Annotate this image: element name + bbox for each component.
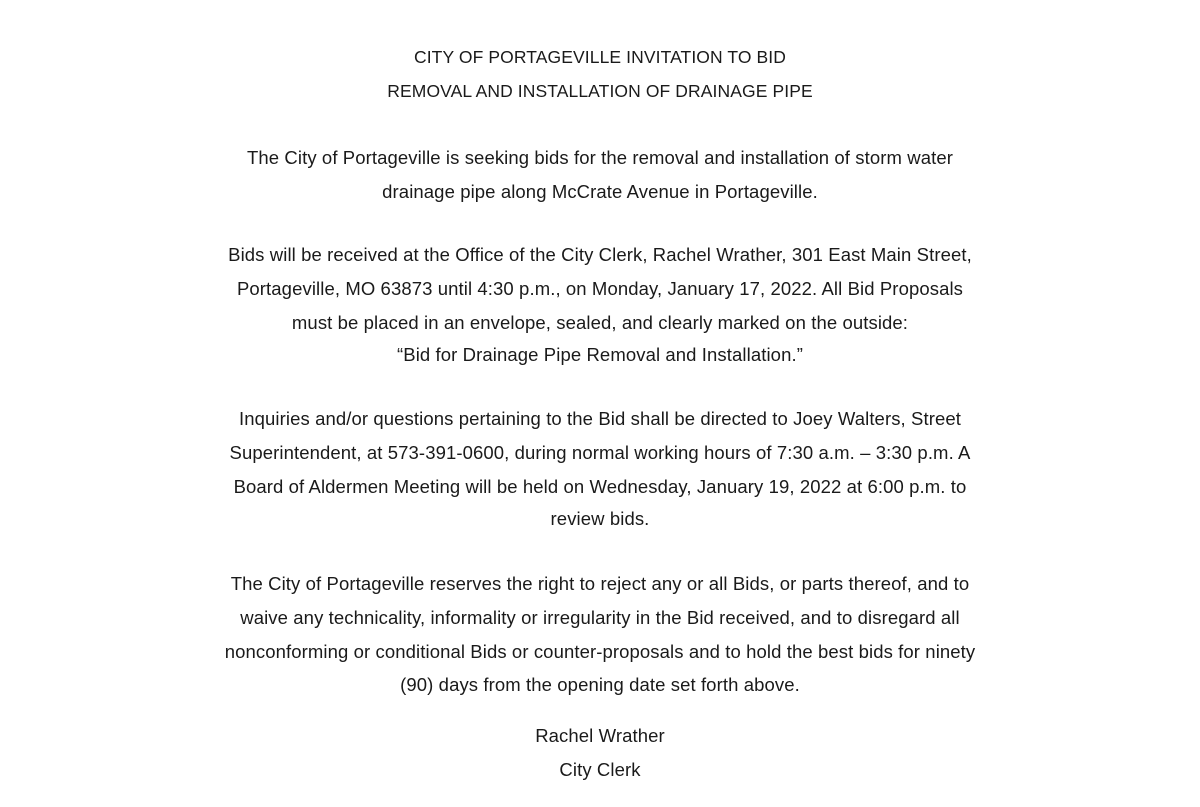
paragraph-line: waive any technicality, informality or irregularity in the Bid received, and to disregard all: [240, 607, 960, 628]
paragraph-line: The City of Portageville is seeking bids for the removal and installation of storm water: [247, 147, 953, 168]
paragraph-line: review bids.: [550, 508, 650, 529]
paragraph-line: Portageville, MO 63873 until 4:30 p.m., on Monday, January 17, 2022. All Bid Proposals: [236, 278, 964, 299]
title-line-1: CITY OF PORTAGEVILLE INVITATION TO BID: [413, 47, 787, 67]
paragraph-line: Inquiries and/or questions pertaining to the Bid shall be directed to Joey Walters, Street: [239, 408, 961, 429]
paragraph-line: Superintendent, at 573-391-0600, during normal working hours of 7:30 a.m. – 3:30 p.m. A: [229, 442, 971, 463]
paragraph-line: “Bid for Drainage Pipe Removal and Installation.”: [397, 344, 803, 365]
paragraph-line: nonconforming or conditional Bids or counter-proposals and to hold the best bids for ninety: [224, 641, 976, 662]
paragraph-line: (90) days from the opening date set forth above.: [400, 674, 800, 695]
paragraph-line: drainage pipe along McCrate Avenue in Portageville.: [382, 181, 818, 202]
paragraph-line: The City of Portageville reserves the right to reject any or all Bids, or parts thereof, and to: [230, 573, 970, 594]
title-line-2: REMOVAL AND INSTALLATION OF DRAINAGE PIPE: [387, 81, 813, 101]
paragraph-line: Board of Aldermen Meeting will be held on Wednesday, January 19, 2022 at 6:00 p.m. to: [233, 476, 967, 497]
paragraph-line: must be placed in an envelope, sealed, and clearly marked on the outside:: [291, 312, 909, 333]
signature-role: City Clerk: [559, 759, 641, 780]
paragraph-line: Bids will be received at the Office of the City Clerk, Rachel Wrather, 301 East Main Street,: [228, 244, 972, 265]
signature-name: Rachel Wrather: [535, 725, 665, 746]
